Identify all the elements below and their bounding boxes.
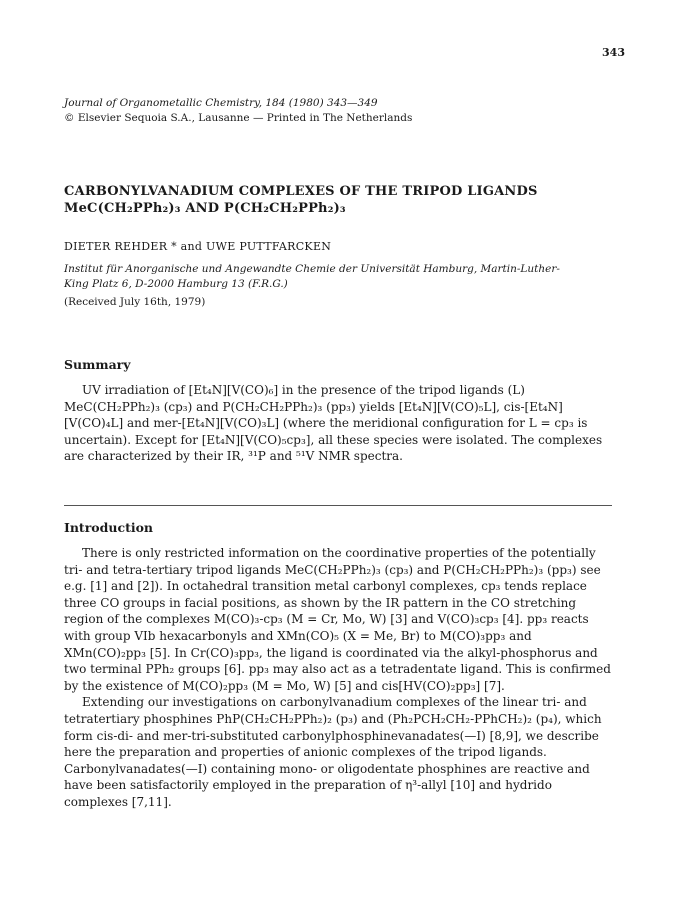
paper-title: [64, 183, 624, 217]
page-number: 343: [602, 46, 625, 59]
affiliation-line-2: King Platz 6, D-2000 Hamburg 13 (F.R.G.): [64, 278, 288, 290]
introduction-paragraph-2: Extending our investigations on carbonylvanadium complexes of the linear tri- and tetratertiary phosphines PhP(CH₂CH₂PPh₂)₂ (p₃) and (Ph₂PCH₂CH₂-PPhCH₂)₂ (p₄), which form cis-di- and mer-tri-substituted carbonylphosphinevanadates(—I) [8,9], we describe here the preparation and properties of anionic complexes of the tripod ligands. Carbonylvanadates(—I) containing mono- or oligodentate phosphines are reactive and have been satisfactorily employed in the preparation of η³-allyl [10] and hydrido complexes [7,11].: [64, 695, 602, 809]
title-line-1: CARBONYLVANADIUM COMPLEXES OF THE TRIPOD LIGANDS: [64, 184, 538, 199]
affiliation: [64, 262, 624, 292]
summary-text: UV irradiation of [Et₄N][V(CO)₆] in the presence of the tripod ligands (L) MeC(CH₂PPh₂)₃ (cp₃) and P(CH₂CH₂PPh₂)₃ (pp₃) yields [Et₄N][V(CO)₅L], cis-[Et₄N][V(CO)₄L] and mer-[Et₄N][V(CO)₃L] (where the meridional configuration for L = cp₃ is uncertain). Except for [Et₄N][V(CO)₅cp₃], all these species were isolated. The complexes are characterized by their IR, ³¹P and ⁵¹V NMR spectra.: [64, 383, 603, 464]
copyright-line: © Elsevier Sequoia S.A., Lausanne — Printed in The Netherlands: [64, 112, 413, 124]
received-date: (Received July 16th, 1979): [64, 296, 206, 308]
summary-heading: Summary: [64, 357, 131, 372]
introduction-paragraph-1: There is only restricted information on the coordinative properties of the potentially tri- and tetra-tertiary tripod ligands MeC(CH₂PPh₂)₃ (cp₃) and P(CH₂CH₂PPh₂)₃ (pp₃) see e.g. [1] and [2]). In octahedral transition metal carbonyl complexes, cp₃ tends replace three CO groups in facial positions, as shown by the IR pattern in the CO stretching region of the complexes M(CO)₃-cp₃ (M = Cr, Mo, W) [3] and V(CO)₃cp₃ [4]. pp₃ reacts with group VIb hexacarbonyls and XMn(CO)₅ (X = Me, Br) to M(CO)₃pp₃ and XMn(CO)₂pp₃ [5]. In Cr(CO)₃pp₃, the ligand is coordinated via the alkyl-phosphorus and two terminal PPh₂ groups [6]. pp₃ may also act as a tetradentate ligand. This is confirmed by the existence of M(CO)₂pp₃ (M = Mo, W) [5] and cis[HV(CO)₂pp₃] [7].: [64, 546, 611, 693]
affiliation-line-1: Institut für Anorganische und Angewandte Chemie der Universität Hamburg, Martin-Luther-: [64, 263, 560, 275]
title-line-2: MeC(CH₂PPh₂)₃ AND P(CH₂CH₂PPh₂)₃: [64, 201, 346, 216]
introduction-section: [64, 545, 612, 811]
journal-reference: Journal of Organometallic Chemistry, 184 (1980) 343—349: [64, 97, 378, 109]
summary-section: [64, 382, 612, 465]
journal-citation: [64, 96, 412, 126]
authors: DIETER REHDER * and UWE PUTTFARCKEN: [64, 240, 332, 253]
introduction-heading: Introduction: [64, 520, 154, 535]
section-divider: [64, 505, 612, 506]
